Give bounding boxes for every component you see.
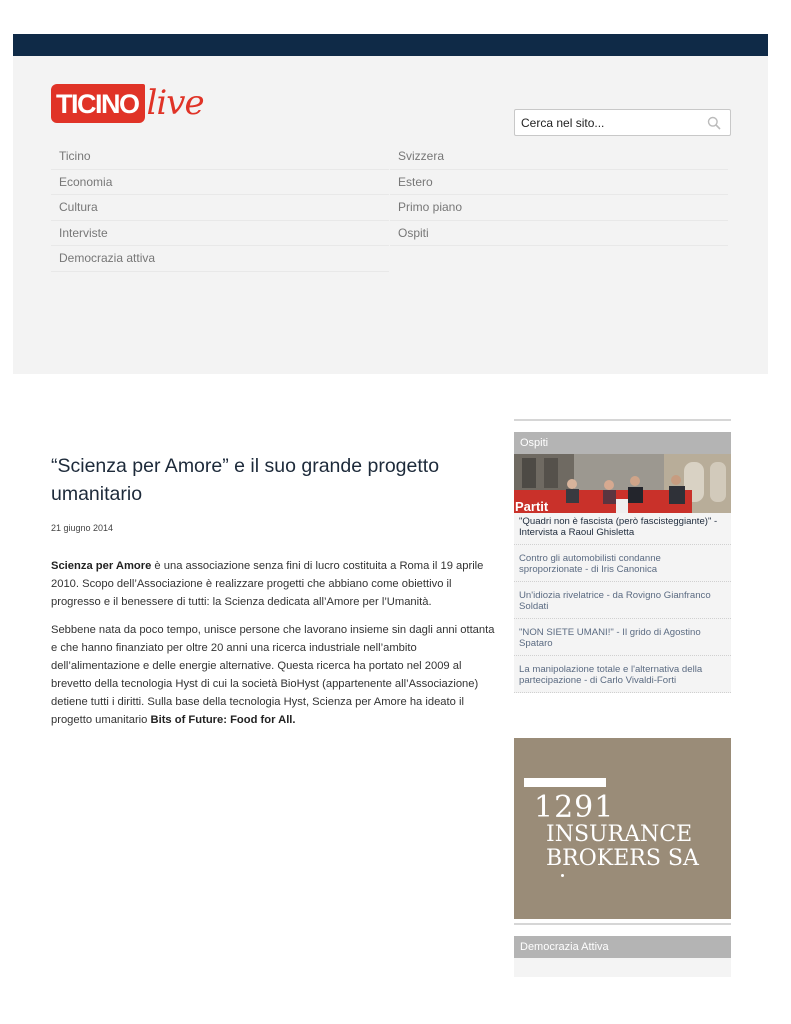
nav-column-left — [51, 144, 389, 272]
article-bold-text: Bits of Future: Food for All. — [150, 714, 296, 726]
ad-logo-number: 1291 — [534, 790, 615, 825]
ospiti-item-5[interactable]: La manipolazione totale e l'alternativa della partecipazione - di Carlo Vivaldi-Forti — [514, 656, 731, 693]
article-bold-text: Scienza per Amore — [51, 560, 152, 572]
search-box — [514, 109, 731, 136]
sidebar-divider — [514, 923, 731, 925]
photo-image — [514, 454, 731, 513]
top-bar — [13, 34, 768, 56]
article-date: 21 giugno 2014 — [51, 523, 114, 533]
nav-item-democrazia-attiva[interactable]: Democrazia attiva — [51, 246, 389, 272]
nav-item-cultura[interactable]: Cultura — [51, 195, 389, 221]
nav-item-ospiti[interactable]: Ospiti — [390, 221, 728, 247]
ad-logo-line-1: INSURANCE — [546, 822, 693, 847]
nav-column-right — [390, 144, 728, 246]
article-paragraph-2 — [51, 621, 496, 729]
sidebar-ospiti-title[interactable]: Ospiti — [514, 432, 731, 454]
sidebar-democrazia-title[interactable]: Democrazia Attiva — [514, 936, 731, 958]
ospiti-item-2[interactable]: Contro gli automobilisti condanne sproporzionate - di Iris Canonica — [514, 545, 731, 582]
ad-logo-dot — [561, 874, 564, 877]
ospiti-item-3[interactable]: Un'idiozia rivelatrice - da Rovigno Gianfranco Soldati — [514, 582, 731, 619]
logo-accent-text: live — [146, 83, 204, 123]
article-paragraph-1 — [51, 557, 496, 611]
article — [51, 452, 496, 729]
photo-banner-text: Partit — [515, 499, 549, 513]
sidebar-democrazia — [514, 936, 731, 977]
article-text: Sebbene nata da poco tempo, unisce persone che lavorano insieme sin dagli anni ottanta e che hanno finanziato per oltre 20 anni una ricerca industriale nell’ambito dell’alimentazione e delle energie alternative. Questa ricerca ha portato nel 2009 al brevetto della tecnologia Hyst di cui la società BioHyst (appartenente all’Associazione) detiene tutti i diritti. Sulla base della tecnologia Hyst, Scienza per Amore ha ideato il progetto umanitario — [51, 624, 495, 726]
article-text: è una associazione senza fini di lucro costituita a Roma il 19 aprile 2010. Scopo dell’Associazione è realizzare progetti che abbiano come obiettivo il progresso e il benessere di tutti: la Scienza dedicata all’Amore per l’Umanità. — [51, 560, 484, 608]
site-logo[interactable] — [51, 82, 204, 124]
nav-item-ticino[interactable]: Ticino — [51, 144, 389, 170]
insurance-ad-banner[interactable] — [514, 738, 731, 919]
nav-item-economia[interactable]: Economia — [51, 170, 389, 196]
nav-item-estero[interactable]: Estero — [390, 170, 728, 196]
ad-logo-bar — [524, 778, 606, 787]
sidebar-divider — [514, 419, 731, 421]
ospiti-featured-photo[interactable] — [514, 454, 731, 513]
article-title: “Scienza per Amore” e il suo grande progetto umanitario — [51, 455, 440, 505]
democrazia-list — [514, 958, 731, 977]
ospiti-item-1[interactable]: "Quadri non è fascista (però fascisteggiante)" - Intervista a Raoul Ghisletta — [514, 513, 731, 545]
nav-item-primo-piano[interactable]: Primo piano — [390, 195, 728, 221]
ad-logo-line-2: BROKERS SA — [546, 846, 699, 871]
logo-main-text: TICINO — [51, 84, 145, 123]
nav-item-svizzera[interactable]: Svizzera — [390, 144, 728, 170]
sidebar-ospiti — [514, 432, 731, 693]
search-icon[interactable] — [707, 116, 721, 130]
search-input[interactable] — [515, 110, 695, 135]
nav-item-interviste[interactable]: Interviste — [51, 221, 389, 247]
ospiti-article-list — [514, 513, 731, 693]
ospiti-item-4[interactable]: "NON SIETE UMANI!" - Il grido di Agostino Spataro — [514, 619, 731, 656]
